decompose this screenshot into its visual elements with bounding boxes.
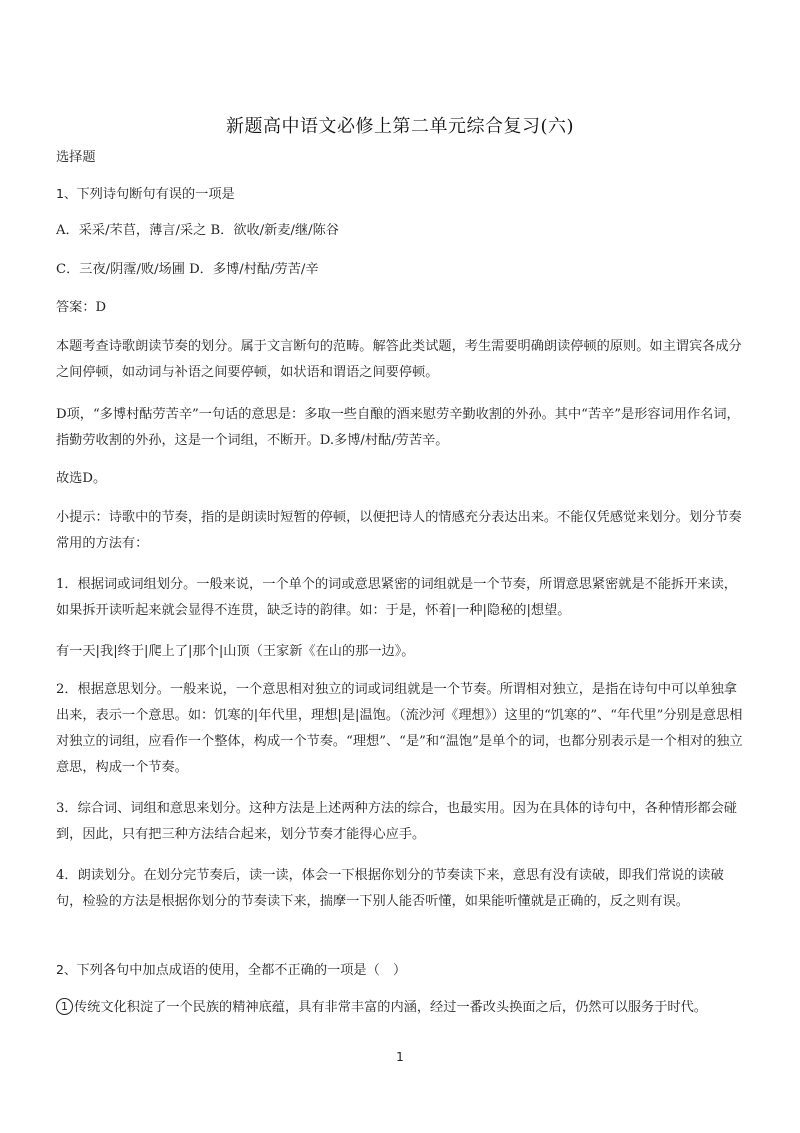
question-1-number: 1、 <box>56 186 77 201</box>
question-1-conclusion: 故选D。 <box>56 471 107 486</box>
question-1-explanation-2: D项，“多博村酤劳苦辛”一句话的意思是：多取一些自酿的酒来慰劳辛勤收割的外孙。其中“苦辛”是形容词用作名词，指勤劳收割的外孙，这是一个词组，不断开。D.多博/村酤/劳苦辛。 <box>56 407 740 448</box>
tip-method-1-example: 有一天|我|终于|爬上了|那个|山顶（王家新《在山的那一边》。 <box>56 644 415 659</box>
tip-method-1: 1．根据词或词组划分。一般来说，一个单个的词或意思紧密的词组就是一个节奏，所谓意思紧密就是不能拆开来读，如果拆开读听起来就会显得不连贯，缺乏诗的韵律。如：于是，怀着|一种|隐秘的|想望。 <box>56 577 737 618</box>
question-2-item-1 <box>56 995 746 1021</box>
question-2-number: 2、 <box>56 962 77 977</box>
tip-method-4: 4．朗读划分。在划分完节奏后，读一读，体会一下根据你划分的节奏读下来，意思有没有读破，即我们常说的读破句，检验的方法是根据你划分的节奏读下来，揣摩一下别人能否听懂，如果能听懂就是正确的，反之则有误。 <box>56 868 724 909</box>
question-1-stem <box>56 184 746 205</box>
page-number: 1 <box>396 1050 404 1064</box>
tip-method-2: 2．根据意思划分。一般来说，一个意思相对独立的词或词组就是一个节奏。所谓相对独立，是指在诗句中可以单独拿出来，表示一个意思。如：饥寒的|年代里，理想|是|温饱。（流沙河《理想》）这里的“饥寒的”、“年代里”分别是意思相对独立的词组，应看作一个整体，构成一个节奏。“理想”、“是”和“温饱”是单个的词，也都分别表示是一个相对的独立意思，构成一个节奏。 <box>56 682 743 775</box>
document-title: 新题高中语文必修上第二单元综合复习(六) <box>225 116 575 137</box>
question-2-stem-text: 下列各句中加点成语的使用，全都不正确的一项是（ ） <box>76 963 407 978</box>
circled-number-1: 1 <box>56 998 73 1015</box>
question-1-options-ab: A．采采/芣苢，薄言/采之 B．欲收/新麦/继/陈谷 <box>56 223 339 238</box>
question-2-item-1-text: 传统文化积淀了一个民族的精神底蕴，具有非常丰富的内涵，经过一番改头换面之后，仍然可以服务于时代。 <box>74 1000 707 1015</box>
question-1-explanation-1: 本题考查诗歌朗读节奏的划分。属于文言断句的范畴。解答此类试题，考生需要明确朗读停顿的原则。如主谓宾各成分之间停顿，如动词与补语之间要停顿，如状语和谓语之间要停顿。 <box>56 339 742 380</box>
question-2-stem <box>56 960 746 981</box>
question-1-answer: 答案：D <box>56 300 107 315</box>
question-1-options-cd: C．三夜/阴霪/败/场圃 D．多博/村酤/劳苦/辛 <box>56 262 319 277</box>
question-1-stem-text: 下列诗句断句有误的一项是 <box>76 187 235 202</box>
tip-method-3: 3．综合词、词组和意思来划分。这种方法是上述两种方法的综合，也最实用。因为在具体的诗句中，各种情形都会碰到，因此，只有把三种方法结合起来，划分节奏才能得心应手。 <box>56 801 737 842</box>
tip-intro: 小提示：诗歌中的节奏，指的是朗读时短暂的停顿，以便把诗人的情感充分表达出来。不能仅凭感觉来划分。划分节奏常用的方法有： <box>56 510 742 551</box>
section-label: 选择题 <box>56 150 96 165</box>
